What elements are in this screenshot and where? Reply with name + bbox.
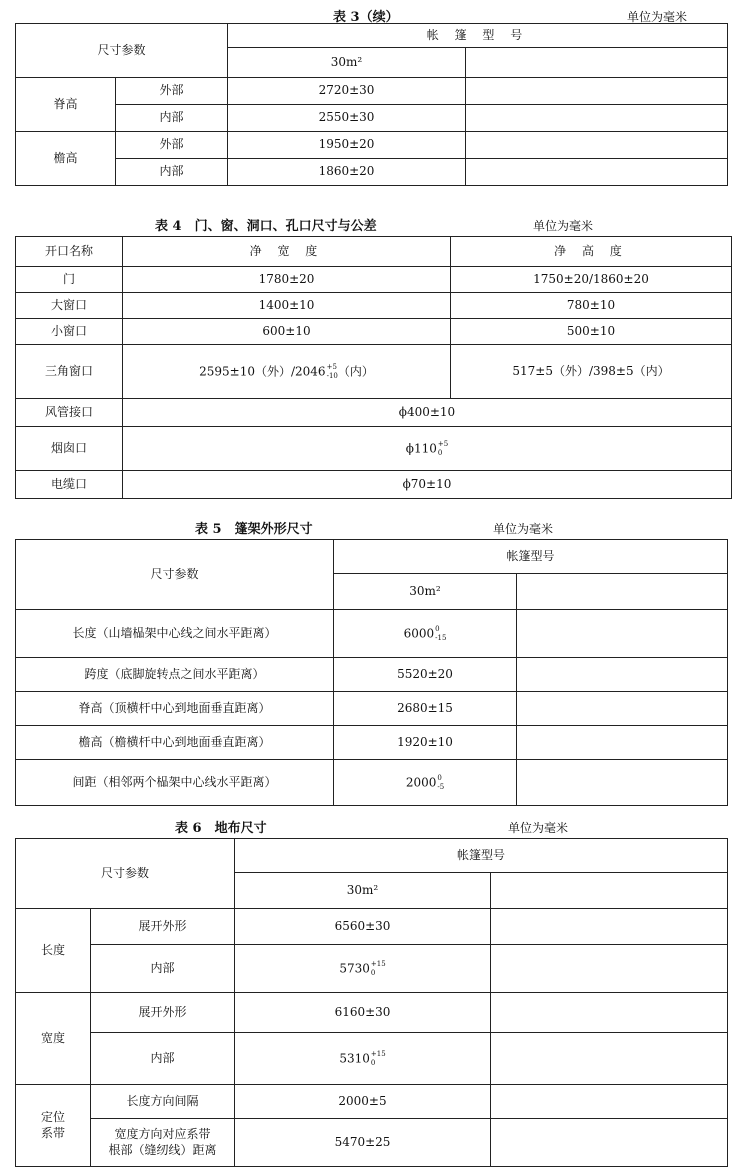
tol-lower: -15 [435, 633, 447, 642]
table5-header-size: 30m² [334, 574, 517, 610]
tri-width-pre: 2595±10（外）/2046 [199, 364, 326, 378]
table4-unit: 单位为毫米 [533, 219, 594, 233]
table6-empty [491, 1085, 728, 1119]
table4-chimney-value [123, 427, 732, 471]
table4-tri-name: 三角窗口 [16, 345, 123, 399]
table4-row-name: 小窗口 [16, 319, 123, 345]
table3-sub: 外部 [116, 132, 228, 159]
table4-row-height: 500±10 [451, 319, 732, 345]
table3-sub: 外部 [116, 78, 228, 105]
table4-caption: 表 4 门、窗、洞口、孔口尺寸与公差 [155, 219, 377, 234]
table3-sub: 内部 [116, 105, 228, 132]
tol-lower: 0 [370, 968, 376, 977]
table4-header-height: 净 高 度 [451, 237, 732, 267]
table4-chimney-name: 烟囱口 [16, 427, 123, 471]
table4-row-height: 1750±20/1860±20 [451, 267, 732, 293]
tol-upper: +15 [370, 1049, 386, 1058]
table6-sub: 内部 [91, 945, 235, 993]
table3-group-ridge: 脊高 [16, 78, 116, 132]
table6-empty [491, 1033, 728, 1085]
table4-cable-value: ϕ70±10 [123, 471, 732, 499]
table6-header-size: 30m² [235, 873, 491, 909]
tri-width-post: （内） [337, 364, 374, 378]
tol-upper: +5 [437, 439, 449, 448]
chimney-tolerance [438, 440, 448, 458]
value-tolerance [371, 960, 386, 978]
table6-sub: 宽度方向对应系带 根部（缝纫线）距离 [91, 1119, 235, 1167]
table3-value: 1950±20 [228, 132, 466, 159]
table3-header-model: 帐 篷 型 号 [228, 24, 728, 48]
table5-header-model: 帐篷型号 [334, 540, 728, 574]
table3-unit: 单位为毫米 [627, 10, 688, 24]
table5-unit: 单位为毫米 [493, 522, 554, 536]
table5-row-value: 2680±15 [334, 692, 517, 726]
table6-header-param: 尺寸参数 [16, 839, 235, 909]
tol-upper: 0 [437, 773, 442, 782]
table3-value: 2720±30 [228, 78, 466, 105]
tol-lower: -10 [326, 371, 338, 380]
table3-group-eave: 檐高 [16, 132, 116, 186]
table3-header-param: 尺寸参数 [16, 24, 228, 78]
value-base: 5730 [339, 961, 370, 975]
table5-row-label: 檐高（檐横杆中心到地面垂直距离） [16, 726, 334, 760]
table5-row-value: 5520±20 [334, 658, 517, 692]
table6 [15, 838, 728, 1167]
table3-value: 2550±30 [228, 105, 466, 132]
table5-row-label: 脊高（顶横杆中心到地面垂直距离） [16, 692, 334, 726]
tri-width-tolerance [327, 363, 338, 381]
chimney-base: ϕ110 [405, 441, 437, 455]
table4-row-height: 780±10 [451, 293, 732, 319]
value-base: 2000 [405, 775, 437, 789]
table6-empty-header [491, 873, 728, 909]
table6-sub: 展开外形 [91, 993, 235, 1033]
table3-empty-header [466, 48, 728, 78]
tol-lower: 0 [370, 1058, 376, 1067]
tol-lower: 0 [437, 448, 443, 457]
table6-empty [491, 1119, 728, 1167]
table4-row-name: 大窗口 [16, 293, 123, 319]
value-tolerance [437, 774, 444, 792]
table5-empty [517, 760, 728, 806]
table4-tri-height: 517±5（外）/398±5（内） [451, 345, 732, 399]
table5-header-param: 尺寸参数 [16, 540, 334, 610]
table3-empty [466, 78, 728, 105]
table4-header-width: 净 宽 度 [123, 237, 451, 267]
value-tolerance [435, 625, 446, 643]
table3-value: 1860±20 [228, 159, 466, 186]
value-tolerance [371, 1050, 386, 1068]
table3-empty [466, 105, 728, 132]
table6-empty [491, 993, 728, 1033]
table6-value: 5470±25 [235, 1119, 491, 1167]
table6-empty [491, 909, 728, 945]
table3-sub: 内部 [116, 159, 228, 186]
table5-row-value: 1920±10 [334, 726, 517, 760]
table3-header-size: 30m² [228, 48, 466, 78]
table4-row-name: 门 [16, 267, 123, 293]
table6-value [235, 1033, 491, 1085]
table5-empty [517, 726, 728, 760]
table6-group-width: 宽度 [16, 993, 91, 1085]
tol-upper: +5 [326, 362, 337, 371]
tol-lower: -5 [437, 782, 445, 791]
table4-row-width: 600±10 [123, 319, 451, 345]
table6-sub: 展开外形 [91, 909, 235, 945]
table3 [15, 23, 728, 186]
table5-row-label: 长度（山墙榀架中心线之间水平距离） [16, 610, 334, 658]
value-base: 5310 [339, 1051, 370, 1065]
table6-value: 6160±30 [235, 993, 491, 1033]
tol-upper: 0 [435, 624, 440, 633]
table5-empty [517, 658, 728, 692]
table6-unit: 单位为毫米 [508, 821, 569, 835]
table5-empty [517, 610, 728, 658]
table4-tri-width [123, 345, 451, 399]
table6-caption: 表 6 地布尺寸 [175, 821, 267, 836]
value-base: 6000 [403, 626, 435, 640]
table6-empty [491, 945, 728, 993]
table5 [15, 539, 728, 806]
table6-group-position: 定位 系带 [16, 1085, 91, 1167]
table4-row-width: 1780±20 [123, 267, 451, 293]
table3-caption: 表 3（续） [333, 10, 399, 25]
table4-duct-value: ϕ400±10 [123, 399, 732, 427]
table6-sub: 内部 [91, 1033, 235, 1085]
table4-row-width: 1400±10 [123, 293, 451, 319]
table5-row-value [334, 760, 517, 806]
table5-empty-header [517, 574, 728, 610]
table5-row-label: 间距（相邻两个榀架中心线水平距离） [16, 760, 334, 806]
table5-row-value [334, 610, 517, 658]
table3-empty [466, 159, 728, 186]
tol-upper: +15 [370, 959, 386, 968]
table6-value: 2000±5 [235, 1085, 491, 1119]
table6-group-length: 长度 [16, 909, 91, 993]
table4-header-name: 开口名称 [16, 237, 123, 267]
table6-sub: 长度方向间隔 [91, 1085, 235, 1119]
table5-caption: 表 5 篷架外形尺寸 [195, 522, 313, 537]
table3-empty [466, 132, 728, 159]
table4 [15, 236, 732, 499]
table5-empty [517, 692, 728, 726]
table5-row-label: 跨度（底脚旋转点之间水平距离） [16, 658, 334, 692]
table6-header-model: 帐篷型号 [235, 839, 728, 873]
table6-value [235, 945, 491, 993]
table6-value: 6560±30 [235, 909, 491, 945]
table4-cable-name: 电缆口 [16, 471, 123, 499]
table4-duct-name: 风管接口 [16, 399, 123, 427]
